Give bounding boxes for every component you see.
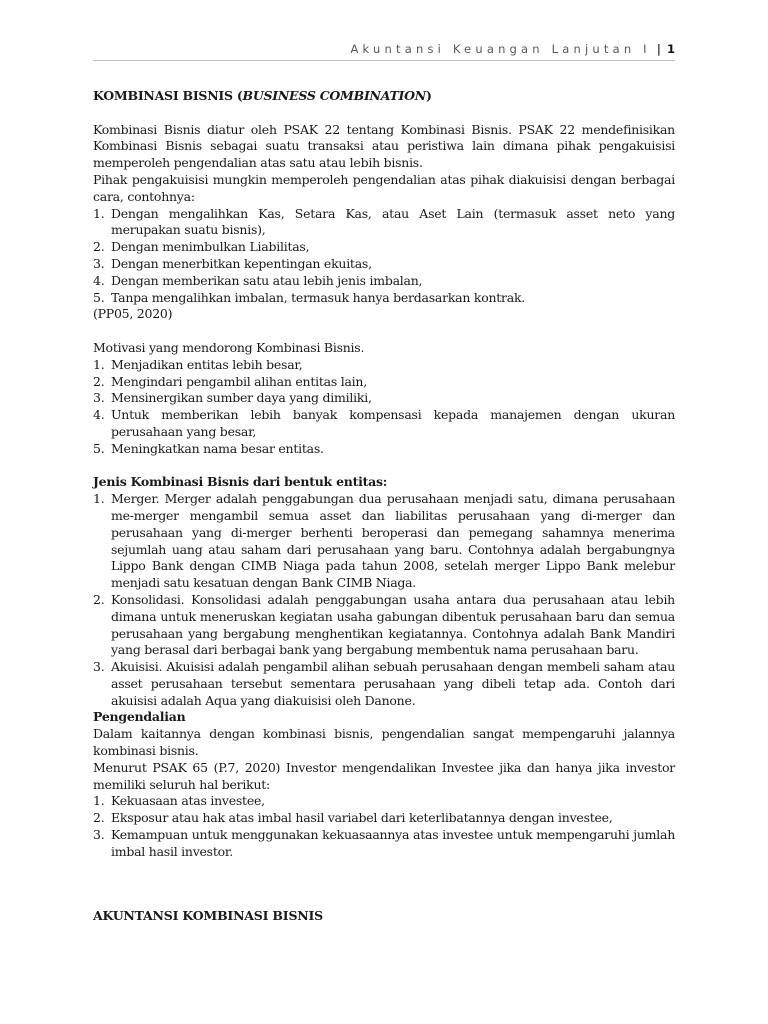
combination-types-list	[93, 491, 675, 709]
list-item: 3. Dengan menerbitkan kepentingan ekuitas,	[93, 255, 372, 271]
list-item: 4. Untuk memberikan lebih banyak kompensasi kepada manajemen dengan ukuran perusahaan yang besar,	[93, 407, 675, 439]
control-paragraph: Dalam kaitannya dengan kombinasi bisnis, pengendalian sangat mempengaruhi jalannya kombinasi bisnis.	[93, 726, 675, 759]
list-item: 2. Dengan menimbulkan Liabilitas,	[93, 239, 310, 255]
next-section-title: AKUNTANSI KOMBINASI BISNIS	[93, 908, 323, 923]
intro-paragraph-2: Pihak pengakuisisi mungkin memperoleh pengendalian atas pihak diakuisisi dengan berbagai cara, contohnya:	[93, 171, 675, 204]
acquisition-methods-list	[93, 206, 675, 307]
document-body	[93, 88, 675, 861]
types-heading: Jenis Kombinasi Bisnis dari bentuk entitas:	[93, 474, 388, 490]
list-item: 3. Akuisisi. Akuisisi adalah pengambil alihan sebuah perusahaan dengan membeli saham atau asset perusahaan tersebut sementara perusahaan yang dibeli tetap ada. Contoh dari akuisisi adalah Aqua yang diakuisisi oleh Danone.	[93, 659, 675, 708]
page-number: 1	[666, 42, 675, 56]
list-item: 1. Menjadikan entitas lebih besar,	[93, 356, 303, 372]
page-header	[350, 42, 675, 56]
list-item: 3. Mensinergikan sumber daya yang dimiliki,	[93, 390, 372, 406]
list-item: 2. Eksposur atau hak atas imbal hasil variabel dari keterlibatannya dengan investee,	[93, 810, 613, 826]
header-separator: |	[656, 42, 661, 56]
citation: (PP05, 2020)	[93, 306, 173, 322]
list-item: 1. Dengan mengalihkan Kas, Setara Kas, atau Aset Lain (termasuk asset neto yang merupakan suatu bisnis),	[93, 205, 675, 238]
intro-paragraph: Kombinasi Bisnis diatur oleh PSAK 22 tentang Kombinasi Bisnis. PSAK 22 mendefinisikan Kombinasi Bisnis sebagai suatu transaksi atau peristiwa lain dimana pihak pengakuisisi memperoleh pengendalian atas satu atau lebih bisnis.	[93, 121, 675, 171]
list-item: 2. Konsolidasi. Konsolidasi adalah penggabungan usaha antara dua perusahaan atau lebih dimana untuk meneruskan kegiatan usaha gabungan dibentuk perusahaan baru dan semua perusahaan yang bergabung menghentikan kegiatannya. Contohnya adalah Bank Mandiri yang berasal dari berbagai bank yang bergabung membentuk nama perusahaan baru.	[93, 591, 675, 658]
list-item: 1. Kekuasaan atas investee,	[93, 793, 265, 809]
motivation-list	[93, 357, 675, 458]
list-item: 2. Mengindari pengambil alihan entitas lain,	[93, 373, 367, 389]
list-item: 5. Meningkatkan nama besar entitas.	[93, 440, 324, 456]
list-item: 5. Tanpa mengalihkan imbalan, termasuk hanya berdasarkan kontrak.	[93, 289, 526, 305]
list-item: 3. Kemampuan untuk menggunakan kekuasaannya atas investee untuk mempengaruhi jumlah imbal hasil investor.	[93, 827, 675, 859]
list-item: 4. Dengan memberikan satu atau lebih jenis imbalan,	[93, 272, 423, 288]
control-criteria-list	[93, 793, 675, 860]
list-item: 1. Merger. Merger adalah penggabungan dua perusahaan menjadi satu, dimana perusahaan me-merger mengambil semua asset dan liabilitas perusahaan yang di-merger dan perusahaan yang di-merger berhenti beroperasi dan pemegang sahamnya menerima sejumlah uang atau saham dari perusahaan yang baru. Contohnya adalah bergabungnya Lippo Bank dengan CIMB Niaga pada tahun 2008, setelah merger Lippo Bank melebur menjadi satu kesatuan dengan Bank CIMB Niaga.	[93, 491, 675, 591]
control-paragraph-2: Menurut PSAK 65 (P.7, 2020) Investor mengendalikan Investee jika dan hanya jika investor memiliki seluruh hal berikut:	[93, 759, 675, 792]
document-title: KOMBINASI BISNIS (BUSINESS COMBINATION)	[93, 88, 432, 103]
header-rule	[93, 60, 675, 61]
motivation-heading: Motivasi yang mendorong Kombinasi Bisnis.	[93, 339, 365, 355]
control-heading: Pengendalian	[93, 709, 186, 725]
running-title: Akuntansi Keuangan Lanjutan I	[350, 42, 651, 56]
